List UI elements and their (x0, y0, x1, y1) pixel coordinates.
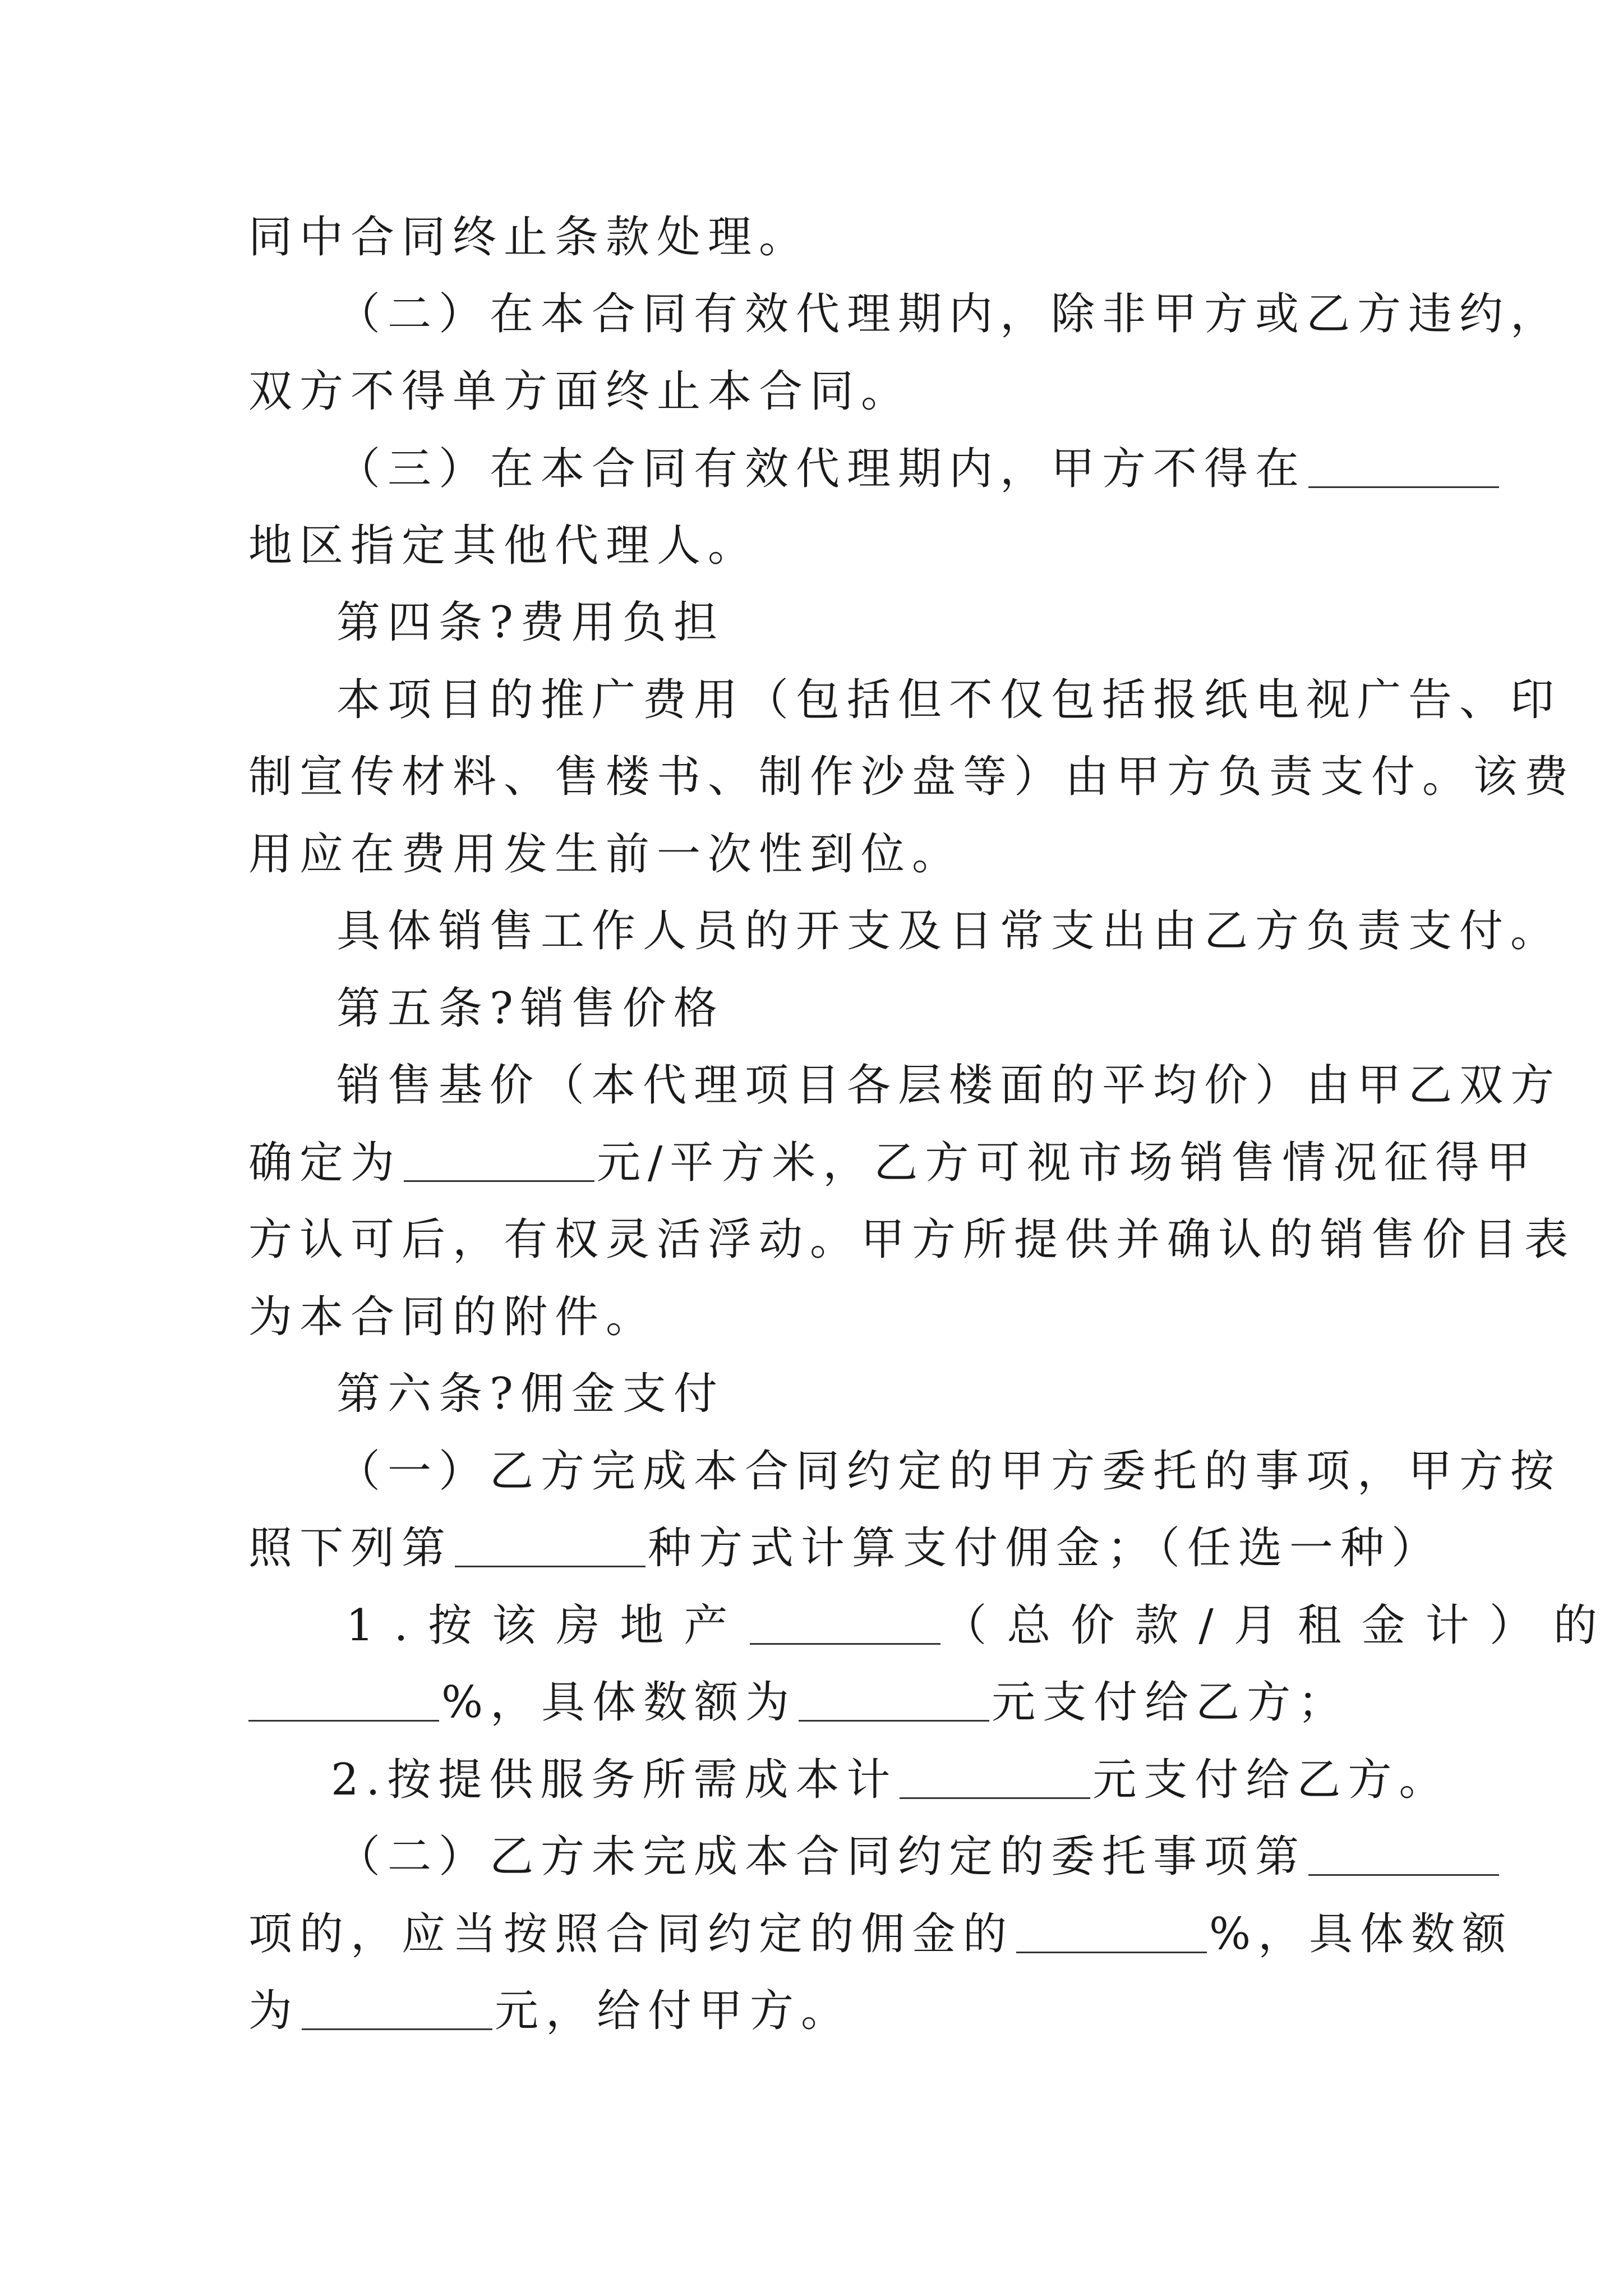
text: 销售基价（本代理项目各层楼面的平均价）由甲乙双方 (336, 1060, 1562, 1111)
fill-in-blank (900, 1754, 1090, 1799)
text: 第五条?销售价格 (336, 983, 725, 1034)
section-heading (336, 978, 725, 1039)
text: 同中合同终止条款处理。 (248, 212, 810, 263)
paragraph-line (248, 361, 912, 422)
paragraph-line (248, 1903, 1513, 1965)
paragraph-line (248, 206, 810, 268)
text: 为 (248, 1986, 300, 2036)
paragraph-line (248, 1209, 1575, 1271)
paragraph-line (336, 438, 1501, 500)
paragraph-line (336, 1826, 1501, 1888)
section-heading (336, 592, 725, 654)
paragraph-line (248, 1672, 1349, 1733)
text: 双方不得单方面终止本合同。 (248, 366, 912, 417)
text: 元，给付甲方。 (495, 1986, 852, 2036)
section-heading (336, 1363, 725, 1425)
text: 照下列第 (248, 1523, 453, 1573)
text: 本项目的推广费用（包括但不仅包括报纸电视广告、印 (336, 675, 1562, 725)
text: 元支付给乙方。 (1092, 1755, 1450, 1805)
text: （三）在本合同有效代理期内，甲方不得在 (336, 444, 1307, 494)
paragraph-line (336, 669, 1561, 731)
text: 2.按提供服务所需成本计 (331, 1755, 898, 1805)
text: 第六条?佣金支付 (336, 1369, 725, 1419)
paragraph-line (336, 1441, 1561, 1502)
paragraph-line (336, 1055, 1561, 1116)
paragraph-line (248, 515, 759, 577)
paragraph-line (336, 900, 1561, 962)
text: 种方式计算支付佣金；（任选一种） (648, 1523, 1443, 1573)
text: 第四条?费用负担 (336, 597, 725, 648)
paragraph-line (336, 283, 1561, 345)
text: %，具体数额为 (441, 1677, 797, 1728)
text: 元/平方米，乙方可视市场销售情况征得甲 (597, 1138, 1538, 1188)
text: 具体销售工作人员的开支及日常支出由乙方负责支付。 (336, 906, 1562, 956)
text: %，具体数额 (1209, 1909, 1514, 1959)
text: 1.按该房地产 (346, 1600, 748, 1651)
text: 元支付给乙方； (992, 1677, 1349, 1728)
text: 项的，应当按照合同约定的佣金的 (248, 1909, 1015, 1959)
paragraph-line (248, 823, 963, 885)
fill-in-blank (1308, 443, 1499, 488)
paragraph-line (248, 1132, 1537, 1194)
fill-in-blank (302, 1985, 492, 2030)
fill-in-blank (750, 1599, 940, 1645)
text: 为本合同的附件。 (248, 1292, 657, 1342)
text: （二）在本合同有效代理期内，除非甲方或乙方违约， (336, 289, 1562, 339)
fill-in-blank (248, 1676, 439, 1722)
fill-in-blank (1308, 1830, 1499, 1876)
paragraph-line (248, 1980, 852, 2042)
text: 制宣传材料、售楼书、制作沙盘等）由甲方负责支付。该费 (248, 752, 1576, 802)
paragraph-line (331, 1749, 1450, 1811)
paragraph-line (346, 1595, 1617, 1657)
text: 地区指定其他代理人。 (248, 521, 759, 571)
fill-in-blank (455, 1522, 645, 1567)
paragraph-line (248, 746, 1575, 808)
paragraph-line (248, 1517, 1442, 1579)
text: （二）乙方未完成本合同约定的委托事项第 (336, 1832, 1307, 1882)
text: （一）乙方完成本合同约定的甲方委托的事项，甲方按 (336, 1446, 1562, 1497)
fill-in-blank (1016, 1908, 1207, 1953)
fill-in-blank (799, 1676, 989, 1722)
text: 确定为 (248, 1138, 402, 1188)
text: （总价款/月租金计）的 (943, 1600, 1617, 1651)
text: 方认可后，有权灵活浮动。甲方所提供并确认的销售价目表 (248, 1214, 1576, 1265)
paragraph-line (248, 1286, 657, 1348)
fill-in-blank (404, 1137, 594, 1182)
text: 用应在费用发生前一次性到位。 (248, 829, 963, 880)
